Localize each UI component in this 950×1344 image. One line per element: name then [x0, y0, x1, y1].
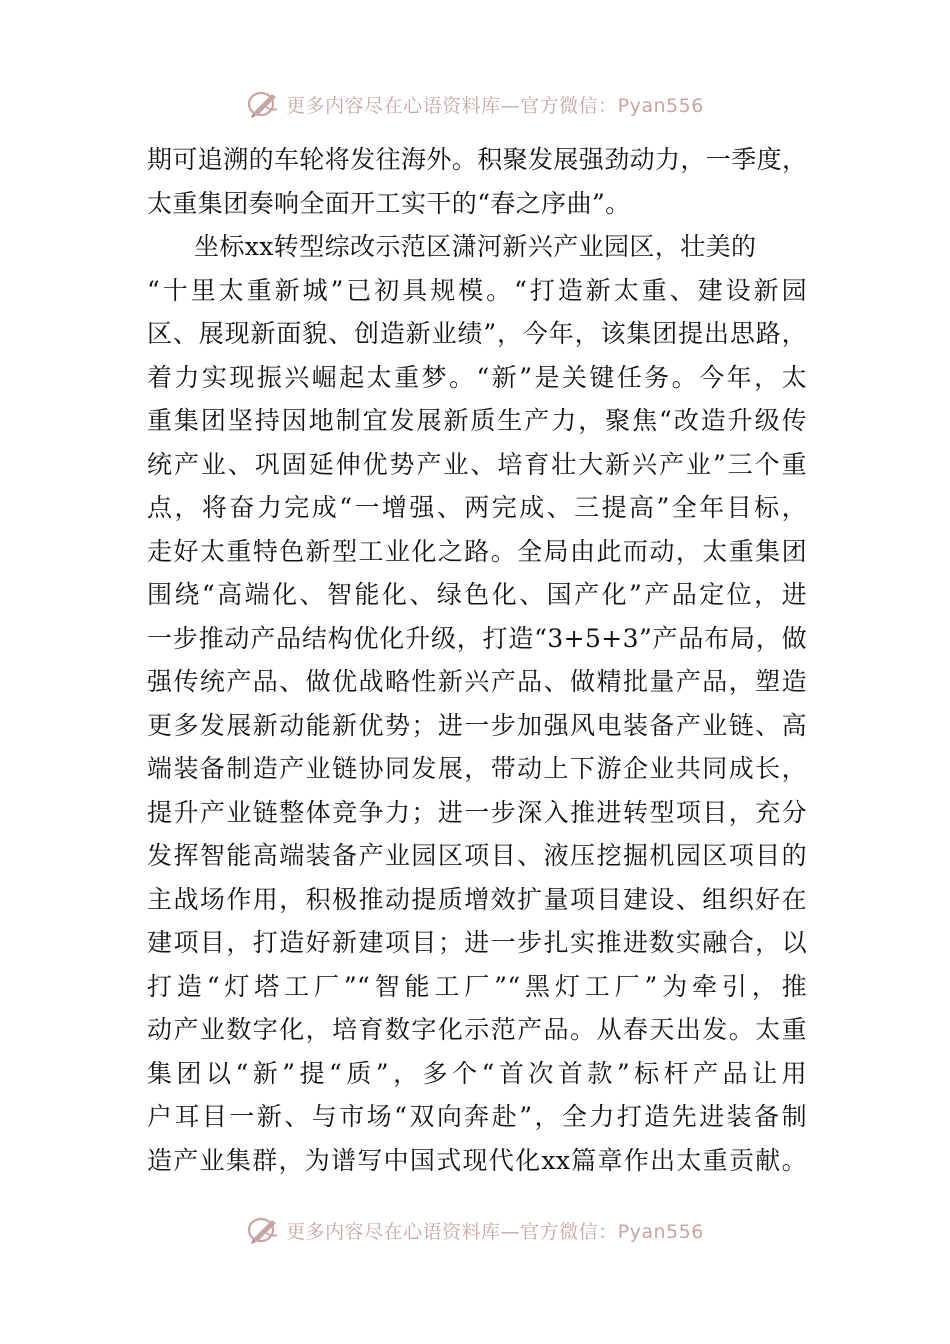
text-line: 坐标xx转型综改示范区潇河新兴产业园区，壮美的 [194, 232, 757, 261]
text-line: 集团以“新”提“质”，多个“首次首款”标杆产品让用 [147, 1058, 807, 1088]
text-line: 太重集团奏响全面开工实干的“春之序曲”。 [147, 188, 631, 218]
text-line: 建项目，打造好新建项目；进一步扎实推进数实融合，以 [147, 928, 807, 957]
text-line: 期可追溯的车轮将发往海外。积聚发展强劲动力，一季度， [147, 145, 807, 174]
text-line: 提升产业链整体竞争力；进一步深入推进转型项目，充分 [147, 797, 807, 827]
text-line: 围绕“高端化、智能化、绿色化、国产化”产品定位，进 [147, 580, 807, 609]
pen-logo-icon [246, 1215, 280, 1245]
text-line: 端装备制造产业链协同发展，带动上下游企业共同成长， [147, 754, 807, 783]
header-watermark [0, 86, 950, 122]
document-body [147, 138, 807, 1182]
text-line: 户耳目一新、与市场“双向奔赴”，全力打造先进装备制 [147, 1102, 807, 1131]
text-line: 重集团坚持因地制宜发展新质生产力，聚焦“改造升级传 [147, 406, 807, 435]
text-line: 动产业数字化，培育数字化示范产品。从春天出发。太重 [147, 1015, 807, 1044]
text-line: 点，将奋力完成“一增强、两完成、三提高”全年目标， [147, 493, 807, 522]
text-line: 打造“灯塔工厂”“智能工厂”“黑灯工厂”为牵引，推 [147, 971, 807, 1001]
text-line: 统产业、巩固延伸优势产业、培育壮大新兴产业”三个重 [147, 449, 807, 479]
text-line: 走好太重特色新型工业化之路。全局由此而动，太重集团 [147, 536, 807, 566]
watermark-text: 更多内容尽在心语资料库—官方微信：Pyan556 [286, 1220, 704, 1243]
text-line: 着力实现振兴崛起太重梦。“新”是关键任务。今年，太 [147, 362, 807, 392]
text-line: 强传统产品、做优战略性新兴产品、做精批量产品，塑造 [147, 667, 807, 696]
text-line: 造产业集群，为谱写中国式现代化xx篇章作出太重贡献。 [147, 1145, 807, 1175]
text-line: 主战场作用，积极推动提质增效扩量项目建设、组织好在 [147, 884, 807, 914]
text-line: 一步推动产品结构优化升级，打造“3+5+3”产品布局，做 [147, 623, 807, 653]
text-line: 更多发展新动能新优势；进一步加强风电装备产业链、高 [147, 710, 807, 740]
text-line: “十里太重新城”已初具规模。“打造新太重、建设新园 [147, 275, 807, 305]
text-line: 区、展现新面貌、创造新业绩”，今年，该集团提出思路， [147, 319, 807, 348]
pen-logo-icon [246, 89, 280, 119]
footer-watermark [0, 1212, 950, 1248]
text-line: 发挥智能高端装备产业园区项目、液压挖掘机园区项目的 [147, 841, 807, 870]
watermark-text: 更多内容尽在心语资料库—官方微信：Pyan556 [286, 94, 704, 117]
